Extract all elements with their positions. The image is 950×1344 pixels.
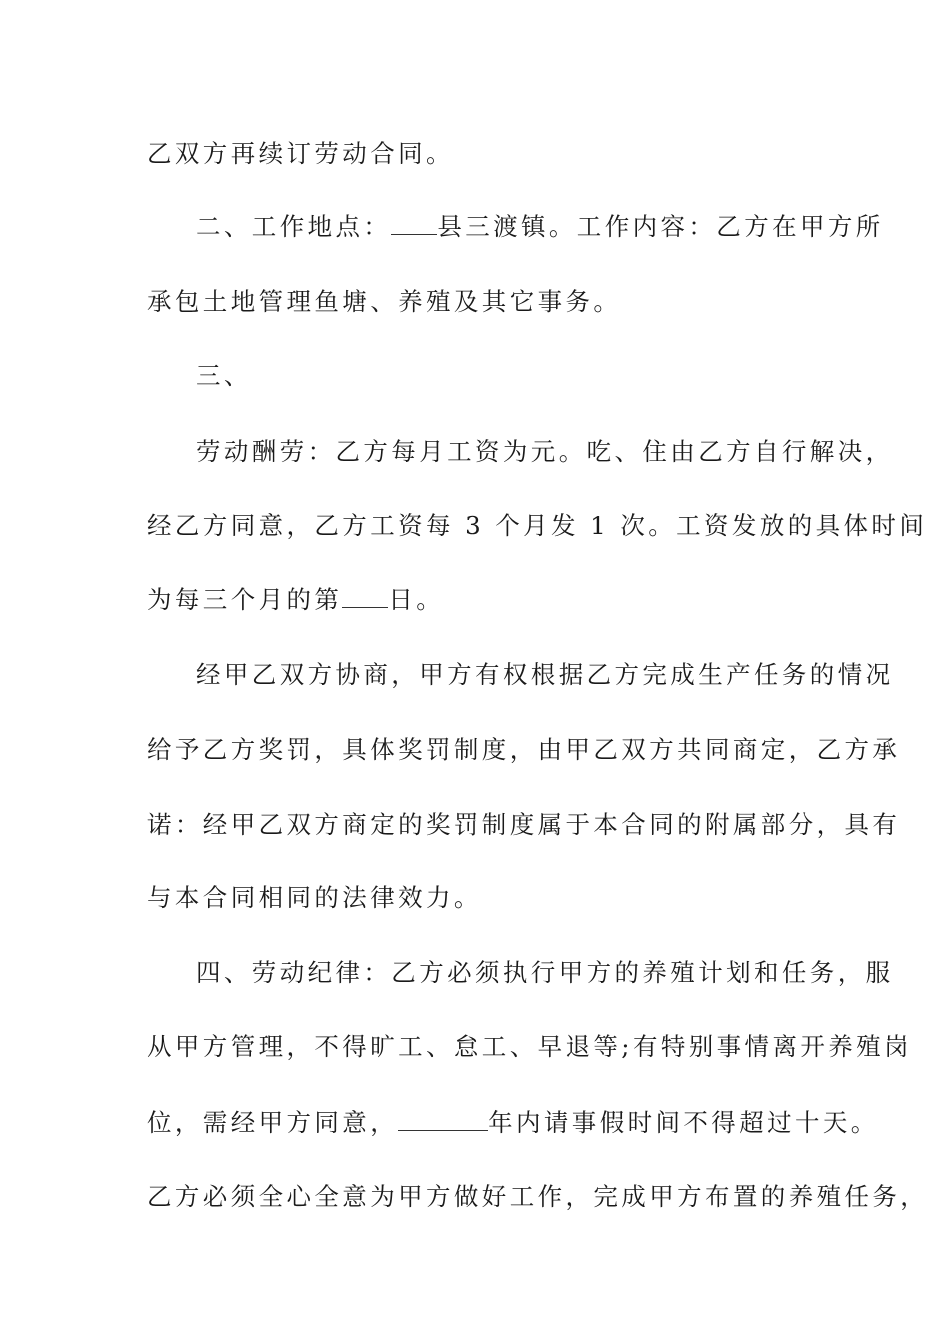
paragraph-line: 从甲方管理，不得旷工、怠工、早退等;有特别事情离开养殖岗 xyxy=(147,1032,912,1061)
paragraph-line xyxy=(147,585,827,615)
fill-in-blank xyxy=(342,585,388,608)
fill-in-blank xyxy=(391,212,437,235)
section-heading: 三、 xyxy=(196,361,252,390)
fill-in-blank xyxy=(398,1108,488,1131)
paragraph-line: 乙双方再续订劳动合同。 xyxy=(147,139,454,168)
paragraph-line: 劳动酬劳：乙方每月工资为元。吃、住由乙方自行解决， xyxy=(196,437,894,466)
line-text: 二、工作地点： xyxy=(196,212,392,241)
paragraph-line: 四、劳动纪律：乙方必须执行甲方的养殖计划和任务，服 xyxy=(196,958,894,987)
paragraph-line: 诺：经甲乙双方商定的奖罚制度属于本合同的附属部分，具有 xyxy=(147,810,901,839)
paragraph-line: 经乙方同意，乙方工资每 3 个月发 1 次。工资发放的具体时间 xyxy=(147,511,928,540)
line-text: 日。 xyxy=(388,585,445,614)
paragraph-line xyxy=(147,1108,879,1138)
paragraph-line: 承包土地管理鱼塘、养殖及其它事务。 xyxy=(147,287,622,316)
paragraph-line: 经甲乙双方协商，甲方有权根据乙方完成生产任务的情况 xyxy=(196,660,894,689)
line-text: 位，需经甲方同意， xyxy=(147,1108,399,1137)
paragraph-line xyxy=(196,212,884,242)
paragraph-line: 给予乙方奖罚，具体奖罚制度，由甲乙双方共同商定，乙方承 xyxy=(147,735,901,764)
line-text: 为每三个月的第 xyxy=(147,585,343,614)
line-text: 年内请事假时间不得超过十天。 xyxy=(488,1108,879,1137)
line-text: 县三渡镇。工作内容：乙方在甲方所 xyxy=(437,212,884,241)
paragraph-line: 与本合同相同的法律效力。 xyxy=(147,883,482,912)
paragraph-line: 乙方必须全心全意为甲方做好工作，完成甲方布置的养殖任务， xyxy=(147,1182,929,1211)
